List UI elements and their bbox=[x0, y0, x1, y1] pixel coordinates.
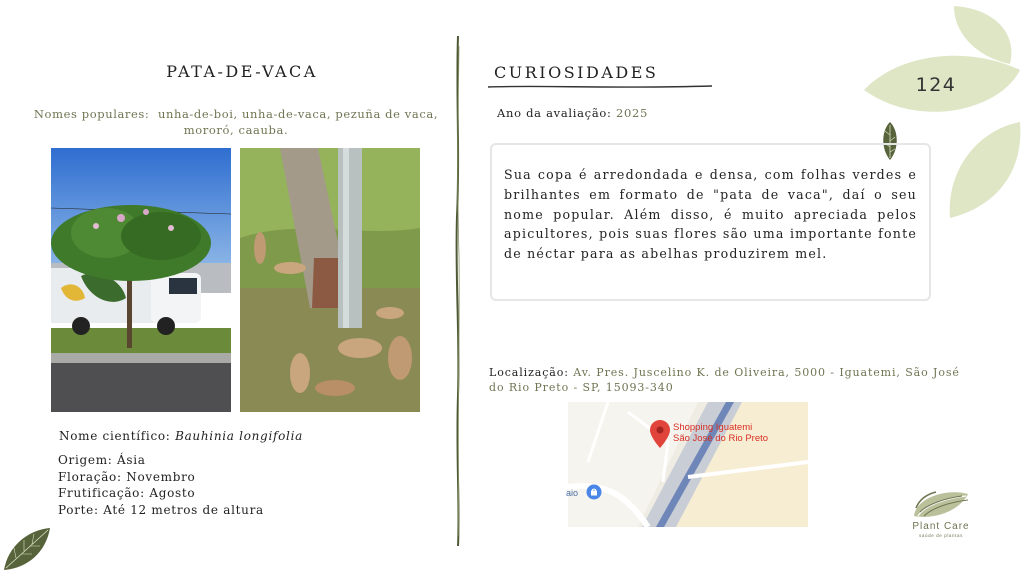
map-place-line2: São José do Rio Preto bbox=[673, 433, 769, 444]
flowering-row bbox=[58, 469, 264, 486]
fruiting-value: Agosto bbox=[149, 486, 196, 500]
size-row bbox=[58, 502, 264, 519]
size-value: Até 12 metros de altura bbox=[103, 502, 264, 517]
tree-photo bbox=[51, 148, 231, 412]
evaluation-year-label: Ano da avaliação: bbox=[497, 106, 612, 120]
map-pin-icon[interactable] bbox=[650, 420, 670, 448]
brand-tagline: saúde de plantas bbox=[919, 533, 963, 538]
fruiting-row bbox=[58, 485, 264, 502]
trunk-photo bbox=[240, 148, 420, 412]
flowering-label: Floração: bbox=[58, 469, 122, 484]
leaf-bottom bbox=[950, 122, 1021, 218]
scientific-name-label: Nome científico: bbox=[59, 429, 171, 443]
origin-label: Origem: bbox=[58, 453, 113, 467]
evaluation-year-value: 2025 bbox=[615, 106, 649, 120]
popular-names-label: Nomes populares: bbox=[33, 107, 150, 121]
location bbox=[489, 365, 979, 395]
page-number: 124 bbox=[915, 74, 957, 96]
curiosities-box bbox=[490, 143, 931, 301]
corner-leaf-icon bbox=[2, 526, 52, 572]
location-map[interactable] bbox=[568, 402, 808, 527]
flowering-value: Novembro bbox=[126, 469, 196, 484]
origin-row bbox=[58, 452, 264, 469]
fruiting-label: Frutificação: bbox=[58, 486, 145, 500]
location-label: Localização: bbox=[489, 366, 569, 379]
column-divider bbox=[450, 36, 466, 546]
curiosities-text: Sua copa é arredondada e densa, com folhas verdes e brilhantes em formato de "pata de vaca", daí o seu nome popular. Além disso, é muito apreciada pelos apicultores, pois suas flores são uma importante fonte de néctar para as abelhas produzirem mel. bbox=[504, 167, 917, 262]
evaluation-year bbox=[497, 106, 648, 120]
leaf-top bbox=[954, 6, 1011, 64]
title-underline bbox=[488, 84, 712, 90]
brand-name: Plant Care bbox=[912, 521, 970, 532]
map-place-line1: Shopping Iguatemi bbox=[673, 422, 753, 433]
map-place-label bbox=[673, 422, 768, 444]
origin-value: Ásia bbox=[117, 453, 146, 467]
shopping-bag-icon[interactable] bbox=[586, 484, 602, 500]
curiosities-title: CURIOSIDADES bbox=[494, 63, 659, 82]
popular-names bbox=[30, 106, 442, 138]
species-facts bbox=[58, 452, 264, 518]
map-partial-label: aio bbox=[566, 488, 579, 498]
popular-names-value: unha-de-boi, unha-de-vaca, pezuña de vaca, mororó, caauba. bbox=[157, 107, 439, 137]
scientific-name bbox=[59, 429, 303, 443]
species-title: PATA-DE-VACA bbox=[166, 62, 318, 81]
location-address: Av. Pres. Juscelino K. de Oliveira, 5000 - Iguatemi, São José do Rio Preto - SP, 15093-340 bbox=[489, 366, 960, 394]
scientific-name-value: Bauhinia longifolia bbox=[175, 429, 303, 443]
map-graphic bbox=[568, 402, 808, 527]
size-label: Porte: bbox=[58, 502, 99, 517]
